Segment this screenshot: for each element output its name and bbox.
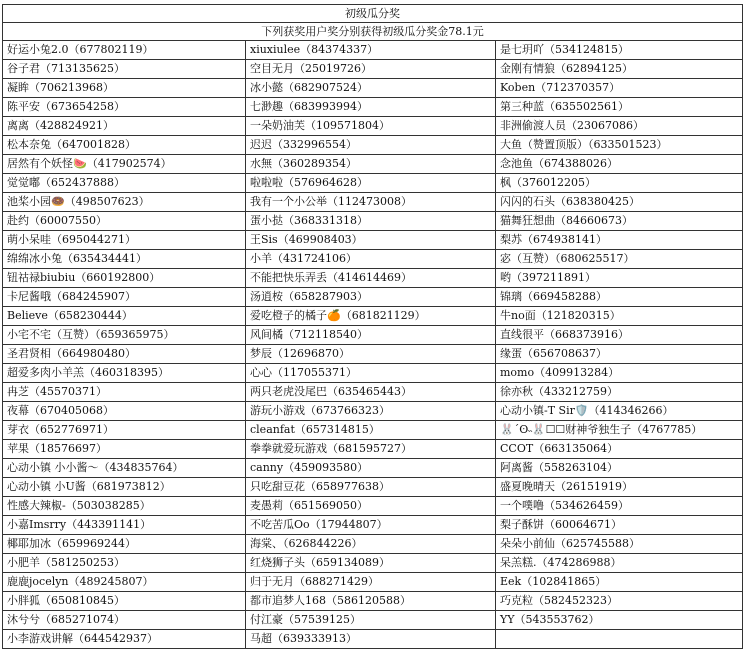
winner-cell: 锦璃（669458288）: [496, 288, 743, 307]
winner-cell: 阿离酱（558263104）: [496, 459, 743, 478]
winner-cell: 池桨小园🍩（498507623）: [3, 193, 246, 212]
winner-cell: 卡尼酱哦（684245907）: [3, 288, 246, 307]
winner-cell: 盛夏晚晴天（26151919）: [496, 478, 743, 497]
winner-cell: 赴约（60007550）: [3, 212, 246, 231]
winner-cell: 好运小兔2.0（677802119）: [3, 41, 246, 60]
subtitle-row: [3, 23, 743, 41]
winner-cell: 凝眸（706213968）: [3, 79, 246, 98]
table-row: [3, 497, 743, 516]
winner-cell: 红烧狮子头（659134089）: [246, 554, 496, 573]
table-row: [3, 364, 743, 383]
table-row: [3, 193, 743, 212]
winner-cell: 空目无月（25019726）: [246, 60, 496, 79]
table-row: [3, 41, 743, 60]
winner-cell: Eek（102841865）: [496, 573, 743, 592]
table-row: [3, 288, 743, 307]
table-row: [3, 383, 743, 402]
winner-cell: 哟（397211891）: [496, 269, 743, 288]
winner-cell: 牛no面（121820315）: [496, 307, 743, 326]
winner-cell: 第三种蓝（635502561）: [496, 98, 743, 117]
table-row: [3, 516, 743, 535]
table-row: [3, 231, 743, 250]
winner-cell: 巧克粒（582452323）: [496, 592, 743, 611]
table-row: [3, 535, 743, 554]
winner-cell: 沐兮兮（685271074）: [3, 611, 246, 630]
winner-cell: 鹿鹿jocelyn（489245807）: [3, 573, 246, 592]
winner-cell: cleanfat（657314815）: [246, 421, 496, 440]
table-row: [3, 155, 743, 174]
winner-cell: 付江豪（57539125）: [246, 611, 496, 630]
winner-cell: 小宅不宅（互赞）（659365975）: [3, 326, 246, 345]
winner-cell: 一个噗噜（534626459）: [496, 497, 743, 516]
table-row: [3, 630, 743, 649]
winner-cell: 水無（360289354）: [246, 155, 496, 174]
winner-cell: 松本奈兔（647001828）: [3, 136, 246, 155]
winner-cell: 居然有个妖怪🍉（417902574）: [3, 155, 246, 174]
winner-cell: 非洲偷渡人员（23067086）: [496, 117, 743, 136]
winner-cell: 直线很平（668373916）: [496, 326, 743, 345]
winner-cell: 两只老虎没尾巴（635465443）: [246, 383, 496, 402]
table-row: [3, 60, 743, 79]
table-row: [3, 402, 743, 421]
winner-cell: 夜幕（670405068）: [3, 402, 246, 421]
winner-cell: 苹果（18576697）: [3, 440, 246, 459]
winner-cell: 小羊（431724106）: [246, 250, 496, 269]
winner-cell: 冉芝（45570371）: [3, 383, 246, 402]
table-row: [3, 326, 743, 345]
winner-cell: 圣君贤相（664980480）: [3, 345, 246, 364]
winner-cell: 心动小镇 小U酱（681973812）: [3, 478, 246, 497]
winner-cell: 七渺趣（683993994）: [246, 98, 496, 117]
winner-cell: 蛋小挞（368331318）: [246, 212, 496, 231]
winner-cell: 心动小镇-T Sir🛡️（414346266）: [496, 402, 743, 421]
winner-cell: 游玩小游戏（673766323）: [246, 402, 496, 421]
winner-cell: CCOT（663135064）: [496, 440, 743, 459]
winner-cell: canny（459093580）: [246, 459, 496, 478]
winner-cell: 拳拳就爱玩游戏（681595727）: [246, 440, 496, 459]
table-row: [3, 136, 743, 155]
winner-cell: 不能把快乐弄丢（414614469）: [246, 269, 496, 288]
winner-cell: 爱吃橙子的橘子🍊（681821129）: [246, 307, 496, 326]
winner-cell: momo（409913284）: [496, 364, 743, 383]
winner-cell: 离离（428824921）: [3, 117, 246, 136]
table-row: [3, 79, 743, 98]
winner-cell: 王Sis（469908403）: [246, 231, 496, 250]
table-row: [3, 611, 743, 630]
winner-cell: 梨苏（674938141）: [496, 231, 743, 250]
table-row: [3, 554, 743, 573]
table-row: [3, 421, 743, 440]
table-row: [3, 174, 743, 193]
winner-cell: 小李游戏讲解（644542937）: [3, 630, 246, 649]
table-row: [3, 459, 743, 478]
table-row: [3, 573, 743, 592]
table-row: [3, 212, 743, 231]
winner-cell: 一朵奶油芙（109571804）: [246, 117, 496, 136]
winner-cell: 椰耶加冰（659969244）: [3, 535, 246, 554]
winner-cell: 枫（376012205）: [496, 174, 743, 193]
table-row: [3, 269, 743, 288]
winner-cell: 徐亦秋（433212759）: [496, 383, 743, 402]
winner-cell: 海棠、（626844226）: [246, 535, 496, 554]
winner-cell: 梨子酥饼（60064671）: [496, 516, 743, 535]
winner-cell: 汤逍桉（658287903）: [246, 288, 496, 307]
winner-cell: 心动小镇 小小酱～（434835764）: [3, 459, 246, 478]
winner-cell: 小嘉Imsrry（443391141）: [3, 516, 246, 535]
table-row: [3, 98, 743, 117]
winner-cell: 心心（117055371）: [246, 364, 496, 383]
winner-cell: 是七玥吖（534124815）: [496, 41, 743, 60]
winner-cell: 猫舞狂想曲（84660673）: [496, 212, 743, 231]
winner-cell: 萌小呆哇（695044271）: [3, 231, 246, 250]
winner-cell: 🐰´ʘ˵🐰☐☐财神爷独生子（4767785）: [496, 421, 743, 440]
table-row: [3, 592, 743, 611]
winner-cell: Believe（658230444）: [3, 307, 246, 326]
table-row: [3, 117, 743, 136]
table-row: [3, 440, 743, 459]
winner-cell: 性感大辣椒-（503038285）: [3, 497, 246, 516]
table-row: [3, 250, 743, 269]
winner-cell: 啦啦啦（576964628）: [246, 174, 496, 193]
winner-cell: [496, 630, 743, 649]
winner-cell: 闪闪的石头（638380425）: [496, 193, 743, 212]
winner-cell: 陈平安（673654258）: [3, 98, 246, 117]
winner-cell: 大鱼（赞置顶版）（633501523）: [496, 136, 743, 155]
winner-cell: 风间橘（712118540）: [246, 326, 496, 345]
winner-cell: 都市追梦人168（586120588）: [246, 592, 496, 611]
winner-cell: 金刚有情狼（62894125）: [496, 60, 743, 79]
winners-table: [2, 4, 743, 649]
winner-cell: 芽衣（652776971）: [3, 421, 246, 440]
winner-cell: 绵绵冰小兔（635434441）: [3, 250, 246, 269]
winner-cell: xiuxiulee（84374337）: [246, 41, 496, 60]
winner-cell: 迟迟（332996554）: [246, 136, 496, 155]
winner-cell: 不吃苦瓜Oo（17944807）: [246, 516, 496, 535]
title-row: [3, 5, 743, 23]
winner-cell: 小胖狐（650810845）: [3, 592, 246, 611]
sheet-title: 初级瓜分奖: [3, 5, 743, 23]
winner-cell: 觉觉嘟（652437888）: [3, 174, 246, 193]
winner-cell: 朵朵小前仙（625745588）: [496, 535, 743, 554]
winner-cell: 只吃甜豆花（658977638）: [246, 478, 496, 497]
winner-cell: Koben（712370357）: [496, 79, 743, 98]
winner-cell: 呆羔糕.（474286988）: [496, 554, 743, 573]
winner-cell: 冰小懿（682907524）: [246, 79, 496, 98]
sheet-subtitle: 下列获奖用户奖分别获得初级瓜分奖金78.1元: [3, 23, 743, 41]
winner-cell: 宓（互赞）（680625517）: [496, 250, 743, 269]
table-row: [3, 478, 743, 497]
winner-cell: 麦愚莉（651569050）: [246, 497, 496, 516]
winner-cell: 超爱多肉小羊羔（460318395）: [3, 364, 246, 383]
winner-cell: 缘蛋（656708637）: [496, 345, 743, 364]
winner-cell: 马超（639333913）: [246, 630, 496, 649]
winner-cell: YY（543553762）: [496, 611, 743, 630]
winner-cell: 谷子君（713135625）: [3, 60, 246, 79]
winner-cell: 归于无月（688271429）: [246, 573, 496, 592]
winner-cell: 念池鱼（674388026）: [496, 155, 743, 174]
winner-cell: 梦辰（12696870）: [246, 345, 496, 364]
winner-cell: 钮祜禄biubiu（660192800）: [3, 269, 246, 288]
table-row: [3, 307, 743, 326]
winner-cell: 我有一个小公举（112473008）: [246, 193, 496, 212]
winner-cell: 小肥羊（581250253）: [3, 554, 246, 573]
table-row: [3, 345, 743, 364]
